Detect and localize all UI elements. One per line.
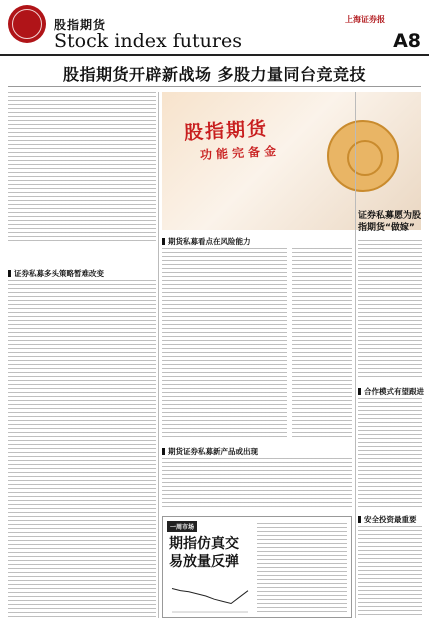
headline-divider	[8, 86, 421, 87]
mid-body-1	[162, 248, 287, 440]
issue-info	[54, 8, 70, 15]
feature-box	[162, 516, 352, 618]
lead-body	[8, 92, 156, 244]
feature-title: 期指仿真交易放量反弹	[169, 536, 239, 570]
right-article-title: 证券私募愿为股指期货“做嫁”	[358, 211, 422, 233]
coin-graphic	[327, 120, 399, 192]
mid-body-2	[162, 458, 352, 510]
illustration-banner-sub: 功能完备金	[199, 143, 281, 163]
mid-subheading-2: 期货证券私募新产品或出现	[162, 446, 258, 457]
newspaper-logo	[8, 5, 46, 43]
section-title-en: Stock index futures	[54, 30, 242, 52]
right-body-3	[358, 526, 422, 618]
masthead	[0, 0, 429, 56]
page-number: A8	[393, 30, 421, 52]
lead-article	[8, 92, 156, 262]
col1-body	[8, 280, 156, 618]
right-subheading-2: 合作模式有望跟进	[358, 386, 424, 397]
right-body-1	[358, 240, 422, 380]
right-body-2	[358, 398, 422, 508]
paper-name: 上海证券报	[345, 15, 385, 24]
mid-body-1b	[292, 248, 352, 440]
column-divider	[355, 92, 356, 618]
mid-subheading-1: 期货私募看点在风险能力	[162, 236, 251, 247]
column-divider	[158, 92, 159, 618]
main-headline: 股指期货开辟新战场 多股力量同台竞竞技	[62, 65, 367, 84]
right-subheading-3: 安全投资最重要	[358, 514, 417, 525]
feature-tag: 一周市场	[167, 521, 197, 532]
section-title-cn: 股指期货	[54, 18, 107, 32]
feature-line-chart	[169, 577, 251, 615]
feature-body	[257, 523, 347, 613]
illustration-banner: 股指期货	[183, 117, 269, 145]
col1-subheading: 证券私募多头策略暂难改变	[8, 268, 104, 279]
chart-series-line	[172, 589, 248, 604]
